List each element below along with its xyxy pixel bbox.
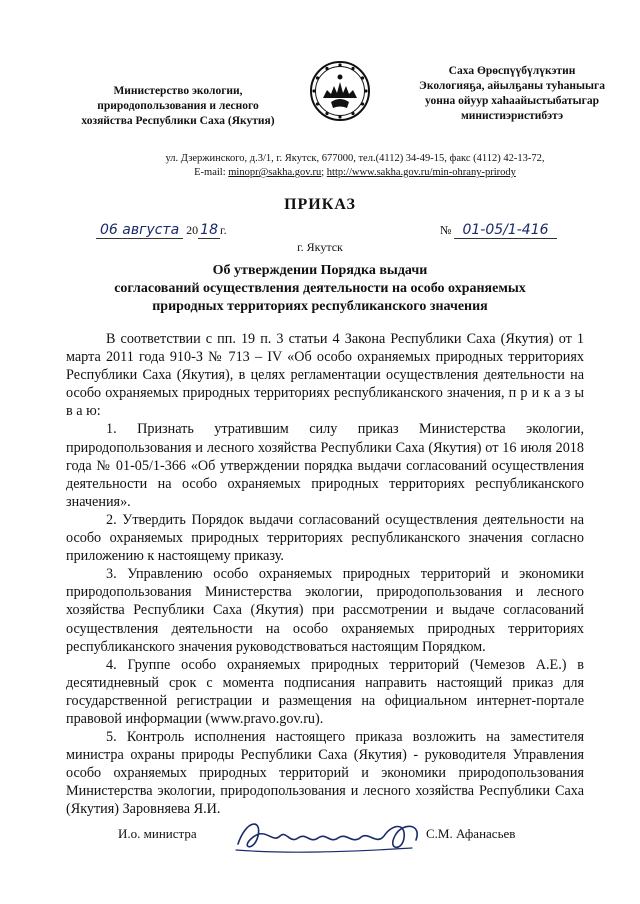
year-suffix: г. — [220, 223, 227, 237]
ministry-name-sakha — [402, 64, 622, 124]
item-2-paragraph: 2. Утвердить Порядок выдачи согласований осуществления деятельности на особо охраняемых природных территориях республиканского значения согласно приложению к настоящему приказу. — [66, 511, 584, 565]
item-4-paragraph: 4. Группе особо охраняемых природных территорий (Чемезов А.Е.) в десятидневный срок с момента подписания направить настоящий приказ для государственной регистрации и размещения на официальном интернет-портале правовой информации (www.pravo.gov.ru). — [66, 656, 584, 727]
item-3-paragraph: 3. Управлению особо охраняемых природных территорий и экономики природопользования Министерства экологии, природопользования и лесного хозяйства Республики Саха (Якутия) при рассмотрении и выдаче согласований осуществления деятельности на особо охраняемых природных территориях республиканского значения руководствоваться настоящим Порядком. — [66, 566, 584, 655]
order-body — [66, 330, 584, 819]
email-label: E-mail: — [194, 167, 226, 178]
ministry-name-ru-line-2: природопользования и лесного — [97, 100, 259, 112]
ministry-name-ru-line-3: хозяйства Республики Саха (Якутия) — [81, 115, 275, 127]
document-title-line-1: Об утверждении Порядка выдачи — [212, 263, 428, 278]
contact-block — [120, 152, 590, 180]
separator: ; — [321, 167, 327, 178]
postal-address: ул. Дзержинского, д.3/1, г. Якутск, 677000, тел.(4112) 34-49-15, факс (4112) 42-13-72, — [165, 153, 545, 164]
handwritten-signature — [226, 814, 426, 860]
handwritten-date: 06 августа — [96, 222, 183, 239]
document-title — [70, 262, 570, 316]
item-1-paragraph: 1. Признать утратившим силу приказ Министерства экологии, природопользования и лесного хозяйства Республики Саха (Якутия) от 16 июля 2018 года № 01-05/1-366 «Об утверждении порядка выдачи согласований осуществления деятельности на особо охраняемых природных территориях республиканского значения». — [66, 421, 584, 510]
coat-of-arms-emblem — [309, 60, 371, 122]
order-date — [96, 222, 227, 238]
year-prefix: 20 — [183, 223, 199, 237]
ministry-name-ru — [72, 84, 284, 129]
handwritten-year: 18 — [200, 222, 218, 238]
document-title-line-3: природных территориях республиканского значения — [152, 299, 488, 314]
order-number — [440, 222, 557, 238]
email-link[interactable]: minopr@sakha.gov.ru — [228, 167, 322, 178]
number-sign: № — [440, 223, 452, 237]
website-link[interactable]: http://www.sakha.gov.ru/min-ohrany-prirody — [326, 167, 516, 178]
ministry-name-sakha-line-3: уонна ойуур хаһаайыстыбатыгар — [424, 95, 600, 107]
handwritten-number: 01-05/1-416 — [454, 222, 556, 239]
order-title: ПРИКАЗ — [284, 196, 356, 213]
ministry-name-sakha-line-1: Саха Өрөспүүбүлүкэтин — [448, 65, 576, 77]
document-title-line-2: согласований осуществления деятельности на особо охраняемых — [114, 281, 526, 296]
signature-block — [0, 814, 640, 862]
email-line — [120, 166, 590, 180]
signer-title: И.о. министра — [118, 826, 197, 841]
ministry-name-sakha-line-4: министиэристибэтэ — [460, 110, 564, 122]
signer-name: С.М. Афанасьев — [426, 826, 516, 841]
preamble-paragraph: В соответствии с пп. 19 п. 3 статьи 4 Закона Республики Саха (Якутия) от 1 марта 2011 года 910-З № 713 – IV «Об особо охраняемых природных территориях Республики Саха (Якутия), в целях регламентации осуществления деятельности на особо охраняемых природных территориях республиканского значения, п р и к а з ы в а ю: — [66, 331, 584, 420]
ministry-name-sakha-line-2: Экологияҕа, айылҕаны туһаныыга — [419, 80, 605, 92]
ministry-name-ru-line-1: Министерство экологии, — [113, 85, 243, 97]
item-5-paragraph: 5. Контроль исполнения настоящего приказа возложить на заместителя министра охраны природы Республики Саха (Якутия) - руководителя Управления особо охраняемых природных территорий и экономики природопользования Министерства экологии, природопользования и лесного хозяйства Республики Саха (Якутия) Заровняева Я.И. — [66, 729, 584, 818]
order-city: г. Якутск — [297, 240, 343, 254]
